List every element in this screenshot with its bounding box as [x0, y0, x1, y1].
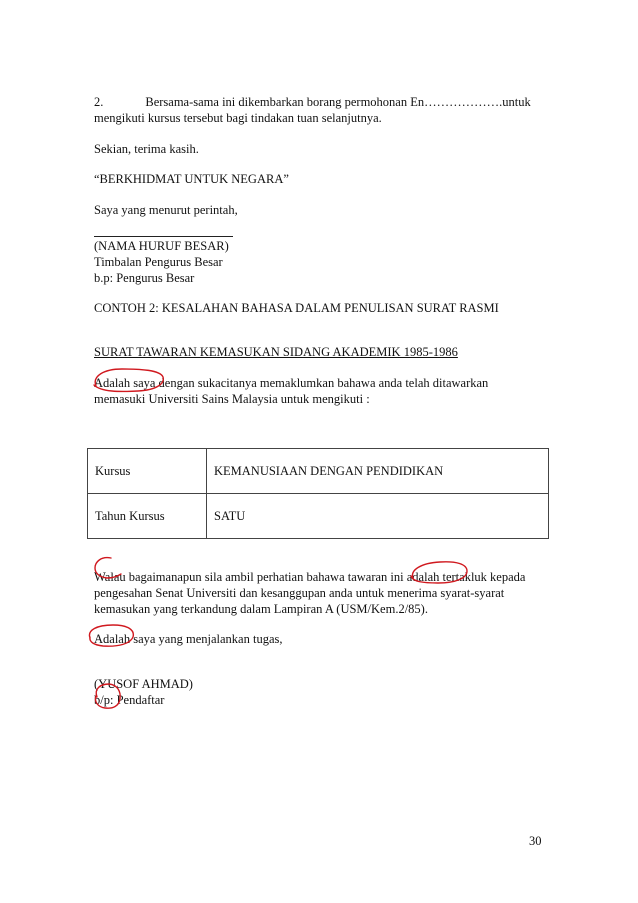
closing-text-2: Adalah saya yang menjalankan tugas,	[94, 632, 283, 646]
page-number: 30	[529, 834, 542, 848]
table-row	[88, 494, 549, 539]
signer-title: Timbalan Pengurus Besar	[94, 255, 223, 269]
table-row	[88, 449, 549, 494]
table-cell-label: Kursus	[88, 449, 207, 494]
paragraph-number: 2.	[94, 95, 104, 109]
obedient-text: Saya yang menurut perintah,	[94, 203, 238, 217]
closing-text: Sekian, terima kasih.	[94, 142, 199, 156]
table-cell-value: KEMANUSIAAN DENGAN PENDIDIKAN	[207, 449, 549, 494]
table-cell-label: Tahun Kursus	[88, 494, 207, 539]
course-table	[87, 448, 549, 539]
intro-line-2: memasuki Universiti Sains Malaysia untuk mengikuti :	[94, 392, 370, 406]
body-line-1: Walau bagaimanapun sila ambil perhatian bahawa tawaran ini adalah tertakluk kepada	[94, 570, 526, 584]
body-line-2: pengesahan Senat Universiti dan kesanggupan anda untuk menerima syarat-syarat	[94, 586, 505, 600]
intro-line-1: Adalah saya dengan sukacitanya memaklumkan bahawa anda telah ditawarkan	[94, 376, 489, 390]
signer-bp-2: b/p: Pendaftar	[94, 693, 165, 707]
signer-name: (NAMA HURUF BESAR)	[94, 239, 229, 253]
signature-line	[94, 236, 233, 237]
signer-name-2: (YUSOF AHMAD)	[94, 677, 193, 691]
section-heading: CONTOH 2: KESALAHAN BAHASA DALAM PENULISAN SURAT RASMI	[94, 301, 499, 315]
signer-bp: b.p: Pengurus Besar	[94, 271, 195, 285]
paragraph-2-text: Bersama-sama ini dikembarkan borang permohonan En……………….untuk	[145, 95, 531, 109]
table-cell-value: SATU	[207, 494, 549, 539]
paragraph-2-line-1	[94, 95, 531, 110]
paragraph-2-line-2: mengikuti kursus tersebut bagi tindakan tuan selanjutnya.	[94, 111, 382, 125]
letter-title: SURAT TAWARAN KEMASUKAN SIDANG AKADEMIK 1985-1986	[94, 345, 458, 359]
motto: “BERKHIDMAT UNTUK NEGARA”	[94, 172, 289, 186]
body-line-3: kemasukan yang terkandung dalam Lampiran A (USM/Kem.2/85).	[94, 602, 428, 616]
